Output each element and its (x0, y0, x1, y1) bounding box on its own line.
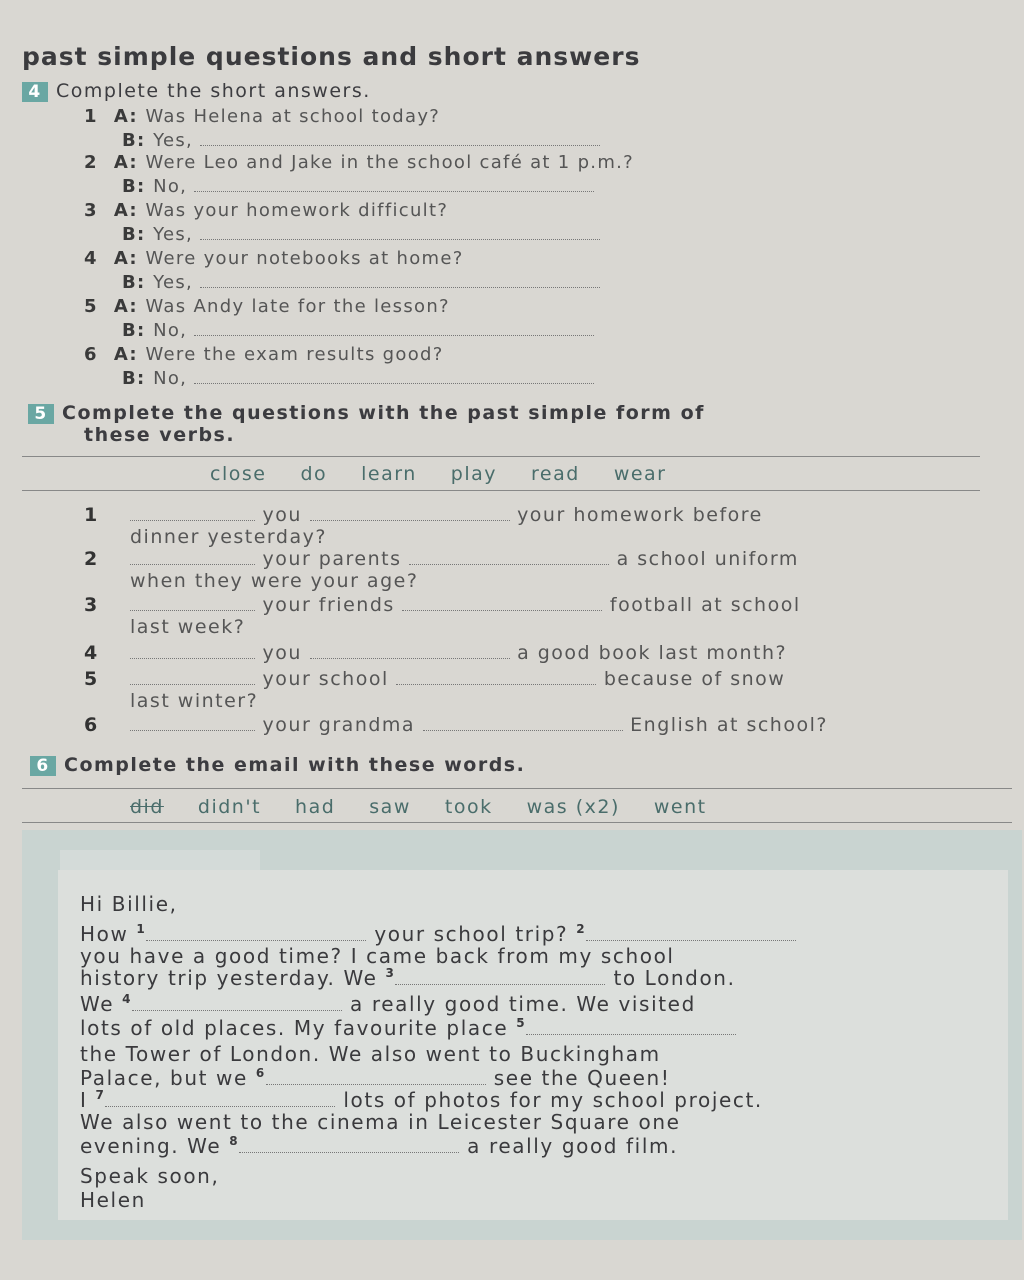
answer-start: Yes, (153, 224, 194, 245)
item-number: 6 (84, 714, 99, 736)
question-line (84, 152, 634, 173)
word-option: do (300, 463, 328, 485)
question-subject: your school (262, 668, 389, 690)
answer-start: No, (153, 320, 188, 341)
speaker-b: B: (122, 130, 154, 151)
question-text: Was Andy late for the lesson? (145, 296, 450, 317)
question-line (84, 642, 787, 664)
question-text: Was your homework difficult? (145, 200, 449, 221)
divider (22, 822, 1012, 823)
email-line (80, 1134, 678, 1158)
exercise-6-instruction: Complete the email with these words. (64, 754, 526, 776)
email-text: lots of photos for my school project. (343, 1088, 763, 1112)
answer-blank[interactable] (200, 273, 600, 288)
answer-line (122, 272, 600, 293)
email-line (80, 1066, 670, 1090)
verb-blank[interactable] (130, 644, 255, 659)
answer-line (122, 368, 594, 389)
email-greeting: Hi Billie, (80, 892, 178, 916)
word-box-email (130, 796, 741, 818)
word-option: did (130, 796, 164, 818)
gap-blank[interactable] (526, 1020, 736, 1035)
gap-number: 2 (576, 922, 587, 936)
answer-line (122, 320, 594, 341)
speaker-a: A: (113, 344, 146, 365)
word-box-verbs (210, 463, 701, 485)
answer-line (122, 130, 600, 151)
email-text: to London. (613, 966, 736, 990)
exercise-number-badge: 5 (28, 404, 54, 424)
email-text: see the Queen! (493, 1066, 671, 1090)
gap-blank[interactable] (132, 996, 342, 1011)
question-end: football at school (609, 594, 801, 616)
word-option: read (531, 463, 580, 485)
gap-blank[interactable] (586, 926, 796, 941)
word-option: learn (361, 463, 417, 485)
question-subject: you (262, 504, 302, 526)
gap-number: 7 (95, 1088, 106, 1102)
verb-blank[interactable] (310, 506, 510, 521)
question-end: a school uniform (616, 548, 799, 570)
answer-start: No, (153, 368, 188, 389)
email-line (80, 966, 736, 990)
verb-blank[interactable] (130, 506, 255, 521)
question-subject: your grandma (262, 714, 416, 736)
gap-blank[interactable] (105, 1092, 335, 1107)
question-text: Were Leo and Jake in the school café at 1 p.m.? (145, 152, 635, 173)
answer-line (122, 176, 594, 197)
email-text: How (80, 922, 137, 946)
email-text: a really good time. We visited (350, 992, 696, 1016)
email-text: evening. We (80, 1134, 230, 1158)
question-line (84, 344, 444, 365)
email-line: the Tower of London. We also went to Buckingham (80, 1042, 661, 1066)
question-subject: you (262, 642, 302, 664)
speaker-b: B: (122, 272, 154, 293)
word-option: didn't (197, 796, 262, 818)
exercise-5-instruction-cont: these verbs. (84, 424, 236, 446)
question-line (84, 548, 799, 570)
word-option: wear (613, 463, 667, 485)
word-option: play (450, 463, 498, 485)
word-option: went (653, 796, 707, 818)
answer-blank[interactable] (200, 225, 600, 240)
answer-start: Yes, (153, 130, 194, 151)
item-number: 5 (84, 296, 98, 317)
verb-blank[interactable] (130, 716, 255, 731)
item-number: 6 (84, 344, 98, 365)
gap-number: 4 (122, 992, 133, 1006)
verb-blank[interactable] (130, 550, 255, 565)
item-number: 1 (84, 504, 99, 526)
speaker-a: A: (113, 106, 146, 127)
question-text: Was Helena at school today? (145, 106, 441, 127)
speaker-a: A: (113, 200, 146, 221)
word-option: had (295, 796, 336, 818)
question-line (84, 106, 440, 127)
gap-number: 5 (516, 1016, 527, 1030)
gap-number: 8 (229, 1134, 240, 1148)
verb-blank[interactable] (130, 670, 255, 685)
divider (22, 490, 980, 491)
divider (22, 788, 1012, 789)
question-continuation: last week? (130, 616, 246, 638)
gap-blank[interactable] (395, 970, 605, 985)
question-end: your homework before (517, 504, 763, 526)
word-option: was (x2) (526, 796, 620, 818)
answer-start: Yes, (153, 272, 194, 293)
email-line (80, 922, 796, 946)
question-line (84, 296, 450, 317)
gap-number: 3 (385, 966, 396, 980)
speaker-b: B: (122, 320, 154, 341)
item-number: 4 (84, 248, 98, 269)
question-text: Were the exam results good? (145, 344, 444, 365)
question-line (84, 594, 801, 616)
email-text: your school trip? (374, 922, 577, 946)
answer-blank[interactable] (200, 131, 600, 146)
verb-blank[interactable] (310, 644, 510, 659)
answer-blank[interactable] (194, 321, 594, 336)
question-line (84, 668, 785, 690)
question-continuation: last winter? (130, 690, 259, 712)
question-continuation: dinner yesterday? (130, 526, 327, 548)
question-end: because of snow (603, 668, 786, 690)
email-line: you have a good time? I came back from my school (80, 944, 675, 968)
exercise-5-instruction: Complete the questions with the past simple form of (62, 402, 705, 424)
word-option: saw (369, 796, 411, 818)
gap-blank[interactable] (239, 1138, 459, 1153)
exercise-6-heading (30, 754, 525, 776)
item-number: 5 (84, 668, 99, 690)
question-line (84, 504, 763, 526)
item-number: 3 (84, 594, 99, 616)
email-text: lots of old places. My favourite place (80, 1016, 517, 1040)
gap-number: 1 (136, 922, 147, 936)
verb-blank[interactable] (396, 670, 596, 685)
question-end: a good book last month? (517, 642, 788, 664)
speaker-b: B: (122, 176, 154, 197)
answer-blank[interactable] (194, 177, 594, 192)
item-number: 2 (84, 152, 98, 173)
email-line (80, 992, 696, 1016)
verb-blank[interactable] (130, 596, 255, 611)
page-title: past simple questions and short answers (22, 42, 641, 71)
email-line: We also went to the cinema in Leicester Square one (80, 1110, 681, 1134)
divider (22, 456, 980, 457)
verb-blank[interactable] (423, 716, 623, 731)
speaker-a: A: (113, 248, 146, 269)
question-continuation: when they were your age? (130, 570, 419, 592)
question-end: English at school? (630, 714, 828, 736)
email-line (80, 1016, 736, 1040)
word-option: close (210, 463, 267, 485)
question-line (84, 248, 464, 269)
item-number: 1 (84, 106, 98, 127)
exercise-4-heading (22, 80, 371, 102)
speaker-b: B: (122, 368, 154, 389)
email-text: I (80, 1088, 96, 1112)
exercise-5-heading (28, 402, 705, 424)
gap-blank[interactable] (146, 926, 366, 941)
question-line (84, 714, 828, 736)
item-number: 4 (84, 642, 99, 664)
email-line (80, 1088, 763, 1112)
gap-number: 6 (255, 1066, 266, 1080)
answer-line (122, 224, 600, 245)
email-signature: Helen (80, 1188, 146, 1212)
email-text: history trip yesterday. We (80, 966, 386, 990)
speaker-a: A: (113, 296, 146, 317)
verb-blank[interactable] (409, 550, 609, 565)
question-subject: your friends (262, 594, 395, 616)
word-option: took (444, 796, 493, 818)
exercise-number-badge: 4 (22, 82, 48, 102)
item-number: 2 (84, 548, 99, 570)
gap-blank[interactable] (266, 1070, 486, 1085)
speaker-b: B: (122, 224, 154, 245)
item-number: 3 (84, 200, 98, 221)
exercise-number-badge: 6 (30, 756, 56, 776)
email-signoff: Speak soon, (80, 1164, 220, 1188)
question-subject: your parents (262, 548, 402, 570)
question-line (84, 200, 448, 221)
email-text: We (80, 992, 123, 1016)
answer-start: No, (153, 176, 188, 197)
email-text: Palace, but we (80, 1066, 256, 1090)
email-text: a really good film. (467, 1134, 679, 1158)
speaker-a: A: (113, 152, 146, 173)
question-text: Were your notebooks at home? (145, 248, 464, 269)
answer-blank[interactable] (194, 369, 594, 384)
exercise-4-instruction: Complete the short answers. (56, 80, 371, 102)
verb-blank[interactable] (402, 596, 602, 611)
